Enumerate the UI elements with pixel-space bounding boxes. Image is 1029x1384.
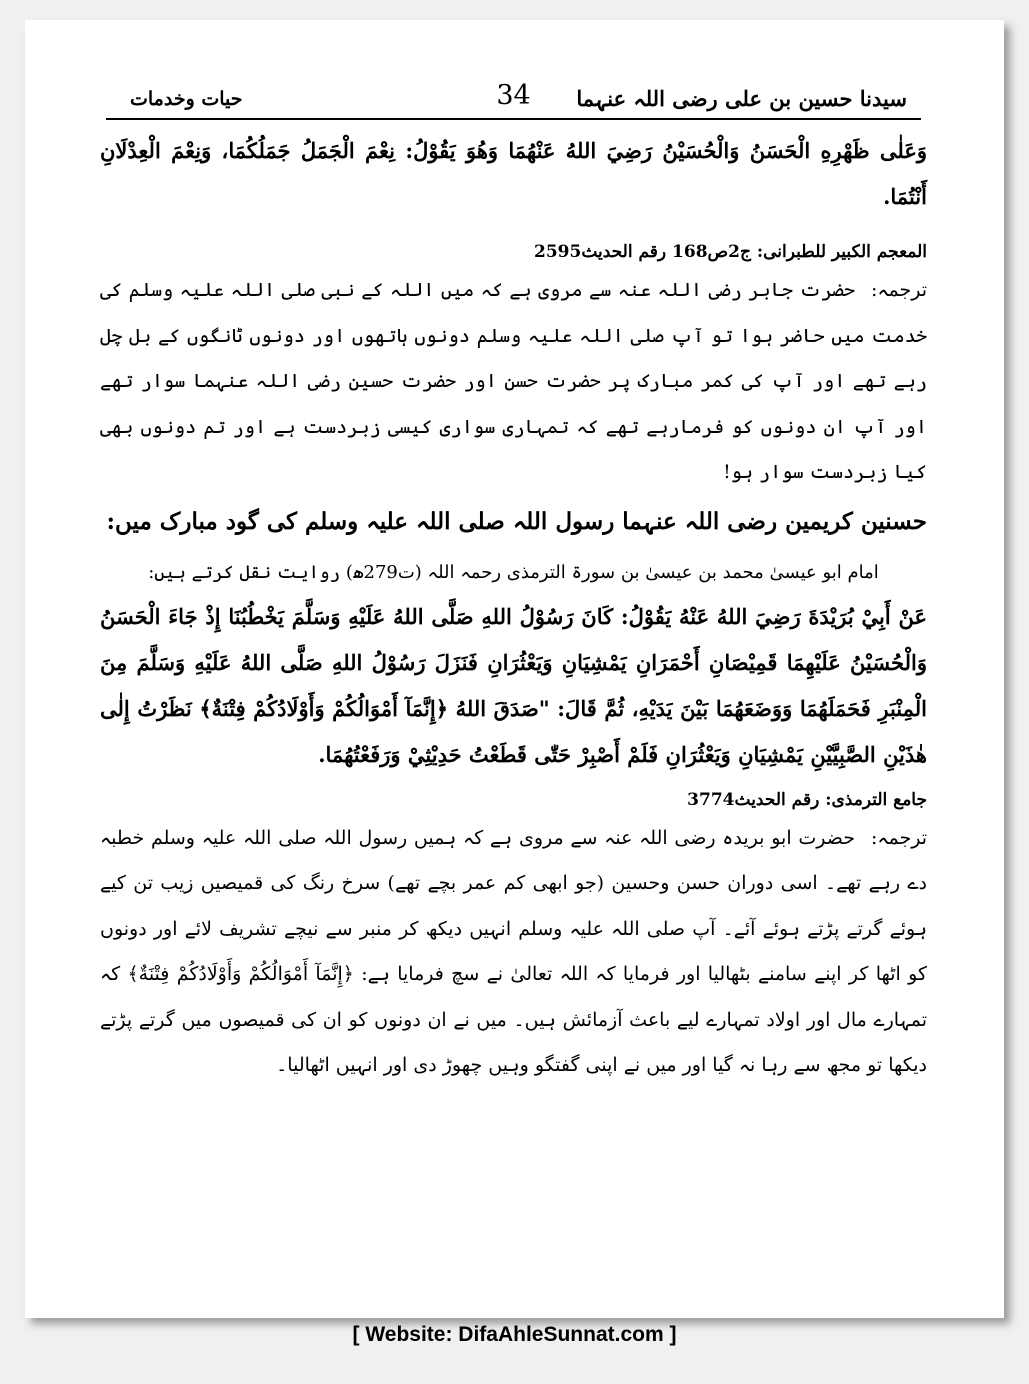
header-book-title: سیدنا حسین بن علی رضی اللہ عنہما — [576, 86, 907, 111]
reference-2: جامع الترمذی: رقم الحدیث3774 — [687, 789, 927, 810]
translation-label-2: ترجمہ: — [870, 826, 927, 849]
arabic-hadith-2: عَنْ أَبِيْ بُرَيْدَةَ رَضِيَ اللهُ عَنْهُ يَقُوْلُ: كَانَ رَسُوْلُ اللهِ صَلَّى اللهُ عَلَيْهِ وَسَلَّمَ يَخْطُبُنَا إِذْ جَاءَ الْحَسَنُ وَالْحُسَيْنُ عَلَيْهِمَا قَمِيْصَانِ أَحْمَرَانِ يَمْشِيَانِ وَيَعْثُرَانِ فَنَزَلَ رَسُوْلُ اللهِ صَلَّى اللهُ عَلَيْهِ وَسَلَّمَ مِنَ الْمِنْبَرِ فَحَمَلَهُمَا وَوَضَعَهُمَا بَيْنَ يَدَيْهِ، ثُمَّ قَالَ: "صَدَقَ اللهُ ﴿إِنَّمَآ أَمْوَالُكُمْ وَأَوْلَادُكُمْ فِتْنَةٌ﴾ نَظَرْتُ إِلٰى هٰذَيْنِ الصَّبِيَّيْنِ يَمْشِيَانِ وَيَعْثُرَانِ فَلَمْ أَصْبِرْ حَتّٰى قَطَعْتُ حَدِيْثِيْ وَرَفَعْتُهُمَا. — [100, 603, 927, 767]
narration-intro: امام ابو عیسیٰ محمد بن عیسیٰ بن سورۃ الترمذی رحمہ اللہ (ت279ھ) روایت نقل کرتے ہیں: — [148, 561, 879, 583]
translation-2 — [100, 816, 927, 1089]
translation-text-1: حضرت جابر رضی اللہ عنہ سے مروی ہے کہ میں اللہ کے نبی صلی اللہ علیہ وسلم کی خدمت میں حاضر ہوا تو آپ صلی اللہ علیہ وسلم دونوں ہاتھوں اور دونوں ٹانگوں کے بل چل رہے تھے اور آپ کی کمر مبارک پر حضرت حسن اور حضرت حسین رضی اللہ عنہما سوار تھے اور آپ ان دونوں کو فرمارہے تھے کہ تمہاری سواری کیسی زبردست ہے اور تم دونوں بھی کیا زبردست سوار ہو! — [100, 279, 927, 483]
translation-1 — [100, 268, 927, 496]
page-number: 34 — [496, 80, 531, 111]
reference-1: المعجم الکبیر للطبرانی: ج2ص168 رقم الحدیث2595 — [534, 242, 927, 262]
header-section-title: حیات وخدمات — [130, 88, 243, 110]
translation-label-1: ترجمہ: — [870, 279, 927, 301]
arabic-hadith-1: وَعَلٰى ظَهْرِهِ الْحَسَنُ وَالْحُسَيْنُ رَضِيَ اللهُ عَنْهُمَا وَهُوَ يَقُوْلُ: نِعْمَ الْجَمَلُ جَمَلُكُمَا، وَنِعْمَ الْعِدْلَانِ أَنْتُمَا. — [100, 138, 927, 209]
website-footer: [ Website: DifaAhleSunnat.com ] — [352, 1323, 677, 1346]
translation-text-2: حضرت ابو بریدہ رضی اللہ عنہ سے مروی ہے کہ ہمیں رسول اللہ صلی اللہ علیہ وسلم خطبہ دے رہے تھے۔ اسی دوران حسن وحسین (جو ابھی کم عمر بچے تھے) سرخ رنگ کی قمیصیں زیب تن کیے ہوئے گرتے پڑتے ہوئے آئے۔ آپ صلی اللہ علیہ وسلم انہیں دیکھ کر منبر سے نیچے تشریف لائے اور دونوں کو اٹھا کر اپنے سامنے بٹھالیا اور فرمایا کہ اللہ تعالیٰ نے سچ فرمایا ہے: ﴿إِنَّمَآ أَمْوَالُكُمْ وَأَوْلَادُكُمْ فِتْنَةٌ﴾ کہ تمہارے مال اور اولاد تمہارے لیے باعث آزمائش ہیں۔ میں نے ان دونوں کو ان کی قمیصوں میں گرتے پڑتے دیکھا تو مجھ سے رہا نہ گیا اور میں نے اپنی گفتگو وہیں چھوڑ دی اور انہیں اٹھالیا۔ — [100, 826, 927, 1076]
section-heading: حسنین کریمین رضی اللہ عنہما رسول اللہ صلی اللہ علیہ وسلم کی گود مبارک میں: — [106, 507, 927, 535]
page-header — [106, 80, 921, 120]
page-content — [100, 128, 927, 1089]
